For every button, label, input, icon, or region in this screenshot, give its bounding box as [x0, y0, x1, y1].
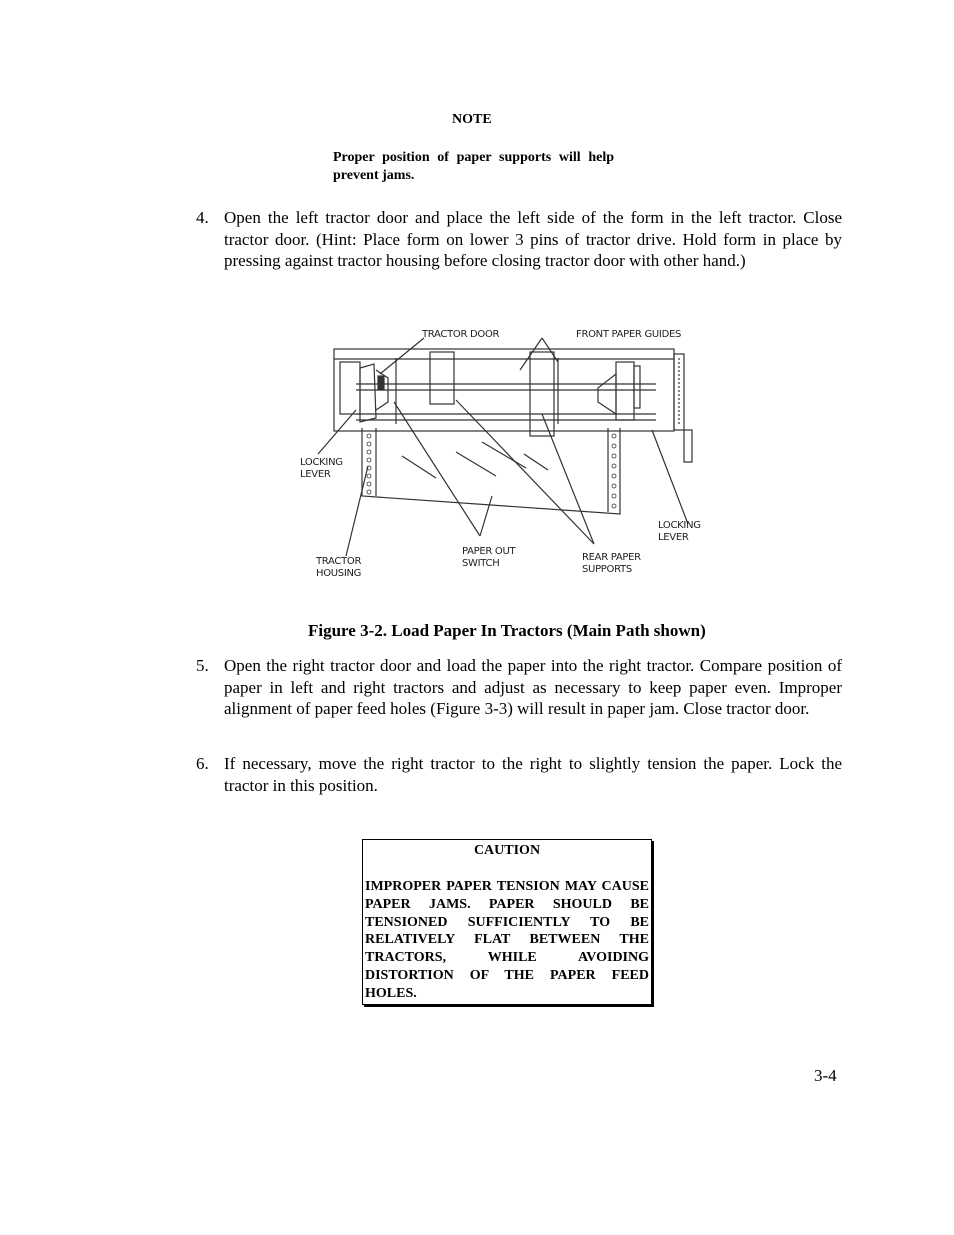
tractor-diagram	[296, 318, 716, 586]
label-tractor-housing: TRACTOR	[316, 556, 362, 567]
step-number: 4.	[196, 208, 209, 227]
note-title: NOTE	[452, 112, 492, 127]
step-number: 6.	[196, 754, 209, 773]
caution-title: CAUTION	[473, 843, 541, 858]
step-text: If necessary, move the right tractor to the right to slightly tension the paper. Lock the tractor in this position.	[224, 754, 842, 795]
figure-caption: Figure 3-2. Load Paper In Tractors (Main Path shown)	[308, 621, 706, 640]
label-rear-paper-supports: REAR PAPER	[582, 552, 641, 563]
label-tractor-door: TRACTOR DOOR	[422, 329, 500, 340]
label-locking-lever-right: LOCKING	[658, 520, 701, 531]
label-locking-lever-right: LEVER	[658, 532, 689, 543]
tractor-figure	[296, 318, 716, 586]
caution-box	[362, 839, 652, 1005]
step-text: Open the right tractor door and load the paper into the right tractor. Compare position of paper in left and right tractors and adjust as necessary to keep paper even. Improper alignment of paper feed holes (Figure 3-3) will result in paper jam. Close tractor door.	[224, 656, 842, 718]
label-locking-lever-left: LOCKING	[300, 457, 343, 468]
label-front-paper-guides: FRONT PAPER GUIDES	[576, 329, 682, 340]
label-paper-out-switch: SWITCH	[462, 558, 500, 569]
note-text: Proper position of paper supports will help prevent jams.	[333, 150, 614, 183]
label-paper-out-switch: PAPER OUT	[462, 546, 516, 557]
step-number: 5.	[196, 656, 209, 675]
page-number: 3-4	[814, 1066, 837, 1085]
caution-text: IMPROPER PAPER TENSION MAY CAUSE PAPER JAMS. PAPER SHOULD BE TENSIONED SUFFICIENTLY TO BE RELATIVELY FLAT BETWEEN THE TRACTORS, WHILE AVOIDING DISTORTION OF THE PAPER FEED HOLES.	[365, 879, 649, 1001]
label-rear-paper-supports: SUPPORTS	[582, 564, 632, 575]
label-tractor-housing: HOUSING	[316, 568, 362, 579]
label-locking-lever-left: LEVER	[300, 469, 331, 480]
step-text: Open the left tractor door and place the left side of the form in the left tractor. Close tractor door. (Hint: Place form on lower 3 pins of tractor drive. Hold form in place by pressing against tractor housing before closing tractor door with other hand.)	[224, 208, 842, 270]
